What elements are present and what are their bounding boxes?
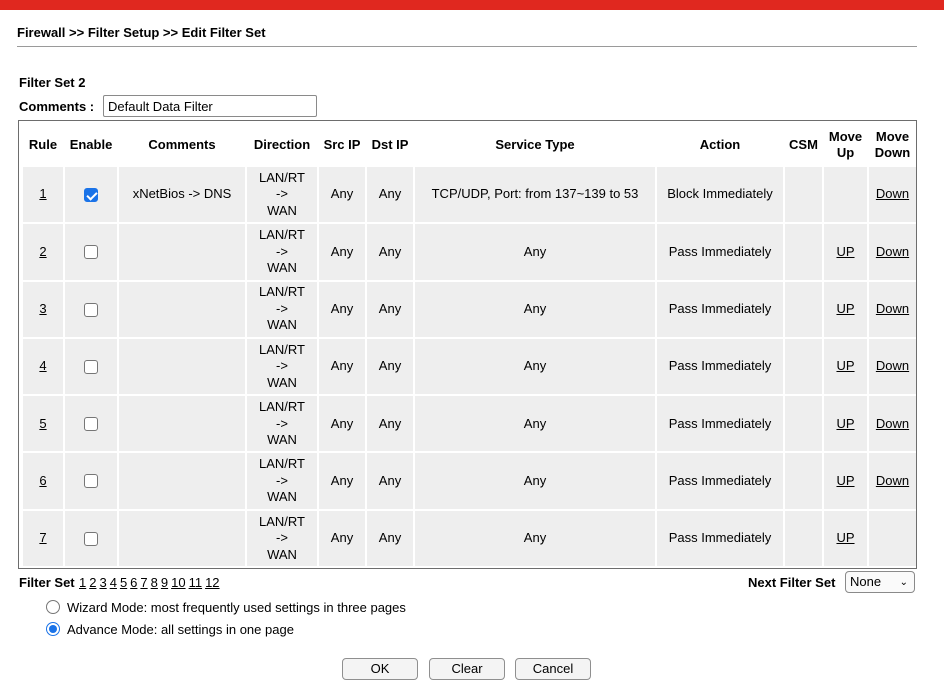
filter-set-link-4[interactable]: 4: [109, 575, 117, 590]
rule-direction: [247, 167, 317, 222]
rule-csm: [785, 396, 822, 451]
filter-set-link-1[interactable]: 1: [79, 575, 87, 590]
rule-comments: [119, 396, 245, 451]
next-filter-set-label: Next Filter Set: [748, 575, 836, 590]
rule-dst-ip: Any: [367, 224, 413, 279]
move-down-link[interactable]: Down: [869, 167, 916, 222]
rule-comments: [119, 453, 245, 508]
chevron-down-icon: ⌄: [899, 577, 908, 588]
rule-action: Pass Immediately: [657, 339, 783, 394]
rule-src-ip: Any: [319, 167, 365, 222]
filter-set-link-11[interactable]: 11: [188, 575, 203, 590]
comments-label: Comments :: [19, 99, 95, 114]
enable-checkbox[interactable]: [84, 360, 98, 374]
direction-from: LAN/RT: [259, 513, 305, 529]
direction-to: WAN: [267, 202, 297, 218]
enable-cell: [65, 224, 117, 279]
advance-mode-label: Advance Mode: all settings in one page: [67, 621, 294, 637]
rule-dst-ip: Any: [367, 339, 413, 394]
direction-from: LAN/RT: [259, 456, 305, 472]
col-header-service-type: Service Type: [415, 125, 655, 165]
move-up-link[interactable]: UP: [824, 453, 867, 508]
rule-number-link[interactable]: 7: [23, 511, 63, 566]
col-header-move-down-line1: Move: [875, 129, 910, 144]
move-down-link[interactable]: Down: [869, 282, 916, 337]
rule-csm: [785, 339, 822, 394]
move-up-link[interactable]: UP: [824, 511, 867, 566]
enable-checkbox[interactable]: [84, 245, 98, 259]
comments-input[interactable]: [103, 95, 317, 117]
enable-cell: [65, 282, 117, 337]
move-up-link[interactable]: UP: [824, 339, 867, 394]
rule-direction: [247, 396, 317, 451]
col-header-move-down-line2: Down: [874, 145, 911, 160]
col-header-rule: Rule: [23, 125, 63, 165]
rule-src-ip: Any: [319, 339, 365, 394]
rule-comments: [119, 224, 245, 279]
top-brand-bar: [0, 0, 944, 10]
next-filter-set-value: None: [850, 574, 882, 589]
table-row: [23, 167, 916, 222]
breadcrumb: Firewall >> Filter Setup >> Edit Filter Set: [17, 25, 266, 40]
rule-src-ip: Any: [319, 396, 365, 451]
advance-mode-radio[interactable]: [46, 622, 60, 636]
rule-service-type: TCP/UDP, Port: from 137~139 to 53: [415, 167, 655, 222]
col-header-move-up-line1: Move: [828, 129, 863, 144]
enable-cell: [65, 339, 117, 394]
direction-arrow: ->: [276, 415, 288, 431]
col-header-move-down: [869, 125, 916, 165]
filter-set-link-5[interactable]: 5: [119, 575, 128, 590]
enable-cell: [65, 453, 117, 508]
wizard-mode-option[interactable]: [46, 598, 406, 616]
direction-to: WAN: [267, 546, 297, 562]
cancel-button[interactable]: Cancel: [515, 658, 591, 680]
direction-arrow: ->: [276, 243, 288, 259]
rule-number-link[interactable]: 6: [23, 453, 63, 508]
rule-comments: [119, 511, 245, 566]
move-down-link[interactable]: Down: [869, 453, 916, 508]
rule-service-type: Any: [415, 453, 655, 508]
table-row: [23, 396, 916, 451]
move-up-link[interactable]: [824, 167, 867, 222]
rule-action: Pass Immediately: [657, 282, 783, 337]
move-down-link[interactable]: Down: [869, 396, 916, 451]
filter-set-link-9[interactable]: 9: [160, 575, 169, 590]
rules-table-container: [18, 120, 917, 569]
rule-csm: [785, 167, 822, 222]
col-header-direction: Direction: [247, 125, 317, 165]
col-header-src-ip: Src IP: [319, 125, 365, 165]
rule-service-type: Any: [415, 511, 655, 566]
wizard-mode-radio[interactable]: [46, 600, 60, 614]
enable-checkbox[interactable]: [84, 188, 98, 202]
table-header-row: [23, 125, 916, 165]
direction-to: WAN: [267, 432, 297, 448]
enable-cell: [65, 396, 117, 451]
direction-from: LAN/RT: [259, 169, 305, 185]
rule-dst-ip: Any: [367, 511, 413, 566]
filter-set-link-10[interactable]: 10: [171, 575, 186, 590]
enable-cell: [65, 511, 117, 566]
rule-dst-ip: Any: [367, 396, 413, 451]
rule-csm: [785, 282, 822, 337]
enable-checkbox[interactable]: [84, 532, 98, 546]
direction-arrow: ->: [276, 186, 288, 202]
rule-src-ip: Any: [319, 224, 365, 279]
rule-src-ip: Any: [319, 282, 365, 337]
rule-service-type: Any: [415, 396, 655, 451]
col-header-comments: Comments: [119, 125, 245, 165]
rule-direction: [247, 282, 317, 337]
rule-direction: [247, 224, 317, 279]
table-row: [23, 224, 916, 279]
rule-action: Pass Immediately: [657, 224, 783, 279]
table-row: [23, 339, 916, 394]
enable-checkbox[interactable]: [84, 303, 98, 317]
rule-action: Pass Immediately: [657, 453, 783, 508]
direction-from: LAN/RT: [259, 399, 305, 415]
direction-to: WAN: [267, 317, 297, 333]
col-header-dst-ip: Dst IP: [367, 125, 413, 165]
col-header-action: Action: [657, 125, 783, 165]
filter-set-nav-label: Filter Set: [19, 575, 75, 590]
rule-csm: [785, 511, 822, 566]
move-down-link[interactable]: Down: [869, 224, 916, 279]
direction-arrow: ->: [276, 300, 288, 316]
move-up-link[interactable]: UP: [824, 224, 867, 279]
filter-set-link-12[interactable]: 12: [205, 575, 220, 590]
table-row: [23, 282, 916, 337]
direction-from: LAN/RT: [259, 284, 305, 300]
rule-service-type: Any: [415, 282, 655, 337]
rule-dst-ip: Any: [367, 282, 413, 337]
advance-mode-option[interactable]: [46, 620, 294, 638]
ok-button[interactable]: OK: [342, 658, 418, 680]
rule-src-ip: Any: [319, 511, 365, 566]
next-filter-set-select[interactable]: [845, 571, 915, 593]
rule-dst-ip: Any: [367, 453, 413, 508]
col-header-csm: CSM: [785, 125, 822, 165]
rule-comments: [119, 339, 245, 394]
rule-csm: [785, 453, 822, 508]
filter-set-link-8[interactable]: 8: [150, 575, 158, 590]
direction-arrow: ->: [276, 530, 288, 546]
clear-button[interactable]: Clear: [429, 658, 505, 680]
rule-direction: [247, 453, 317, 508]
rule-dst-ip: Any: [367, 167, 413, 222]
filter-set-link-7[interactable]: 7: [140, 575, 148, 590]
move-down-link[interactable]: Down: [869, 339, 916, 394]
enable-checkbox[interactable]: [84, 417, 98, 431]
move-down-link[interactable]: [869, 511, 916, 566]
direction-to: WAN: [267, 260, 297, 276]
col-header-enable: Enable: [65, 125, 117, 165]
col-header-move-up-line2: Up: [836, 145, 855, 160]
rule-number-link[interactable]: 4: [23, 339, 63, 394]
enable-cell: [65, 167, 117, 222]
rule-action: Pass Immediately: [657, 396, 783, 451]
enable-checkbox[interactable]: [84, 474, 98, 488]
rule-csm: [785, 224, 822, 279]
filter-set-footer: [19, 575, 917, 595]
rule-comments: xNetBios -> DNS: [119, 167, 245, 222]
direction-arrow: ->: [276, 358, 288, 374]
header-divider: [17, 46, 917, 47]
rule-action: Block Immediately: [657, 167, 783, 222]
rule-direction: [247, 511, 317, 566]
table-row: [23, 511, 916, 566]
direction-from: LAN/RT: [259, 341, 305, 357]
filter-set-link-6[interactable]: 6: [130, 575, 138, 590]
filter-set-link-3[interactable]: 3: [99, 575, 107, 590]
rule-action: Pass Immediately: [657, 511, 783, 566]
direction-arrow: ->: [276, 472, 288, 488]
rule-number-link[interactable]: 3: [23, 282, 63, 337]
move-up-link[interactable]: UP: [824, 396, 867, 451]
filter-set-title: Filter Set 2: [19, 75, 86, 90]
table-row: [23, 453, 916, 508]
direction-to: WAN: [267, 374, 297, 390]
rule-comments: [119, 282, 245, 337]
wizard-mode-label: Wizard Mode: most frequently used settings in three pages: [67, 599, 406, 615]
rule-number-link[interactable]: 2: [23, 224, 63, 279]
col-header-move-up: [824, 125, 867, 165]
rule-src-ip: Any: [319, 453, 365, 508]
direction-to: WAN: [267, 489, 297, 505]
move-up-link[interactable]: UP: [824, 282, 867, 337]
rule-service-type: Any: [415, 224, 655, 279]
rule-direction: [247, 339, 317, 394]
filter-set-link-2[interactable]: 2: [89, 575, 97, 590]
filter-set-links: [79, 575, 223, 590]
rule-number-link[interactable]: 1: [23, 167, 63, 222]
rule-number-link[interactable]: 5: [23, 396, 63, 451]
rule-service-type: Any: [415, 339, 655, 394]
rules-table: [21, 123, 918, 568]
direction-from: LAN/RT: [259, 227, 305, 243]
